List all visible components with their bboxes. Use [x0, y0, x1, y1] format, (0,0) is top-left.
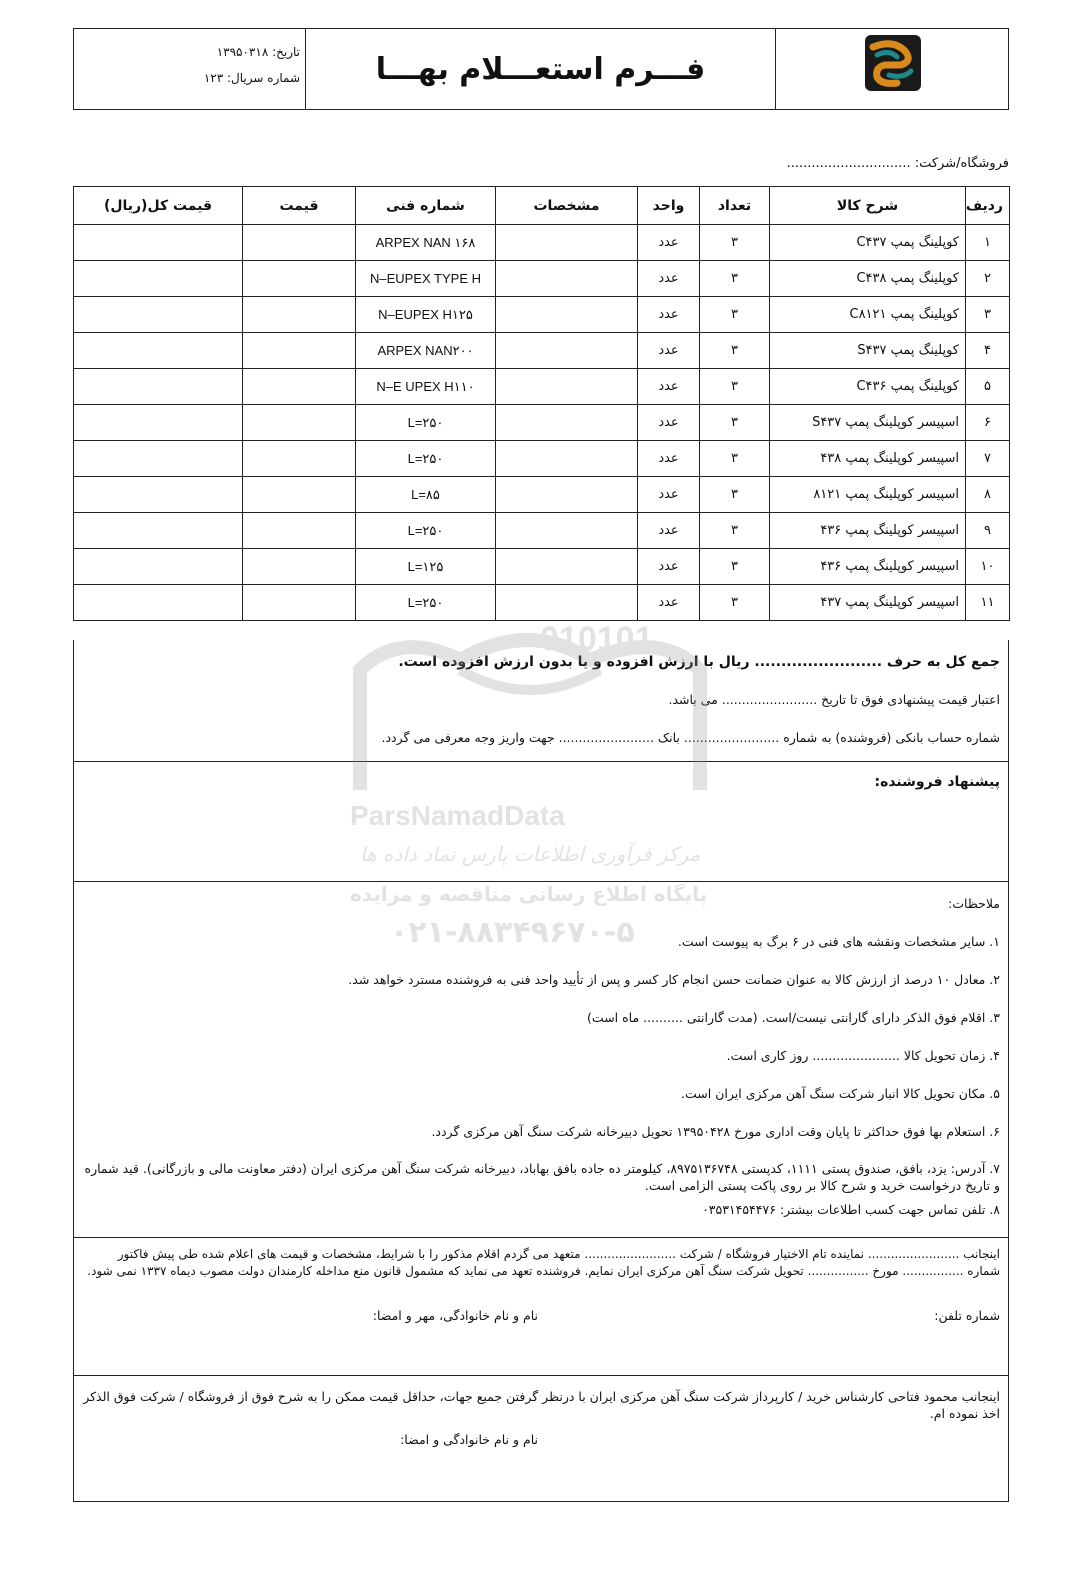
table-row — [74, 405, 1010, 441]
item-price[interactable] — [243, 261, 356, 297]
item-description: کوپلینگ پمپ C۴۳۶ — [770, 369, 966, 405]
item-unit: عدد — [638, 477, 700, 513]
item-description: اسپیسر کوپلینگ پمپ ۴۳۶ — [770, 513, 966, 549]
col-header-tech-number: شماره فنی — [356, 187, 496, 225]
item-unit: عدد — [638, 369, 700, 405]
item-price[interactable] — [243, 513, 356, 549]
item-tech-number: N–EUPEX H۱۲۵ — [356, 297, 496, 333]
item-unit: عدد — [638, 549, 700, 585]
item-spec[interactable] — [496, 261, 638, 297]
item-tech-number: ARPEX NAN۲۰۰ — [356, 333, 496, 369]
store-company-line: فروشگاه/شرکت: .............................. — [786, 156, 1009, 171]
logo-cell — [775, 29, 1008, 109]
serial-label: شماره سریال: ۱۲۳ — [203, 71, 300, 85]
item-total[interactable] — [74, 297, 243, 333]
company-logo-icon — [863, 33, 923, 93]
item-spec[interactable] — [496, 549, 638, 585]
row-number: ۱۰ — [966, 549, 1010, 585]
table-row — [74, 369, 1010, 405]
notes-title: ملاحظات: — [948, 896, 1000, 911]
row-number: ۱ — [966, 225, 1010, 261]
item-unit: عدد — [638, 261, 700, 297]
commitment-text: اینجانب ........................ نماینده تام الاختیار فروشگاه / شرکت ........................ متعهد می گردم اقلام مذکور را با شرایط، مشخصات و قیمت های اعلام شده طی پیش فاکتور شماره ................ مورخ ................ تحویل شرکت سنگ آهن مرکزی ایران نمایم. فروشنده تعهد می نماید که مشمول قانون منع مداخله کارمندان دولت مصوب دیماه ۱۳۳۷ نمی شود. — [87, 1247, 1000, 1278]
table-row — [74, 477, 1010, 513]
seller-offer-label: پیشنهاد فروشنده: — [874, 774, 1000, 790]
item-total[interactable] — [74, 549, 243, 585]
buyer-signature-label: نام و نام خانوادگی و امضا: — [400, 1432, 538, 1447]
row-number: ۷ — [966, 441, 1010, 477]
row-number: ۴ — [966, 333, 1010, 369]
item-quantity: ۳ — [700, 225, 770, 261]
item-total[interactable] — [74, 333, 243, 369]
item-spec[interactable] — [496, 333, 638, 369]
date-label: تاریخ: ۱۳۹۵۰۳۱۸ — [216, 45, 300, 59]
header-meta — [80, 39, 300, 91]
item-unit: عدد — [638, 225, 700, 261]
form-header — [73, 28, 1009, 110]
item-unit: عدد — [638, 441, 700, 477]
item-total[interactable] — [74, 405, 243, 441]
note-item: ۴. زمان تحویل کالا ...................... روز کاری است. — [726, 1048, 1000, 1063]
table-row — [74, 225, 1010, 261]
table-row — [74, 333, 1010, 369]
col-header-row-no: ردیف — [966, 187, 1010, 225]
item-description: کوپلینگ پمپ S۴۳۷ — [770, 333, 966, 369]
table-row — [74, 549, 1010, 585]
note-item: ۶. استعلام بها فوق حداکثر تا پایان وقت اداری مورخ ۱۳۹۵۰۴۲۸ تحویل دبیرخانه شرکت سنگ آهن مرکزی گردد. — [431, 1124, 1000, 1139]
item-spec[interactable] — [496, 369, 638, 405]
item-quantity: ۳ — [700, 369, 770, 405]
item-total[interactable] — [74, 441, 243, 477]
item-description: کوپلینگ پمپ C۸۱۲۱ — [770, 297, 966, 333]
item-quantity: ۳ — [700, 261, 770, 297]
price-validity: اعتبار قیمت پیشنهادی فوق تا تاریخ ........................ می باشد. — [668, 692, 1000, 707]
note-item: ۳. اقلام فوق الذکر دارای گارانتی نیست/است. (مدت گارانتی .......... ماه است) — [587, 1010, 1000, 1025]
item-description: اسپیسر کوپلینگ پمپ ۸۱۲۱ — [770, 477, 966, 513]
item-quantity: ۳ — [700, 477, 770, 513]
sum-in-words: جمع کل به حرف ........................ ریال با ارزش افزوده و یا بدون ارزش افزوده است. — [398, 654, 1000, 670]
item-tech-number: L=۱۲۵ — [356, 549, 496, 585]
col-header-description: شرح کالا — [770, 187, 966, 225]
watermark-brand: ParsNamadData — [350, 800, 565, 831]
item-unit: عدد — [638, 585, 700, 621]
item-tech-number: ARPEX NAN ۱۶۸ — [356, 225, 496, 261]
watermark-line1: مرکز فرآوری اطلاعات پارس نماد داده ها — [360, 842, 701, 866]
item-spec[interactable] — [496, 297, 638, 333]
item-spec[interactable] — [496, 405, 638, 441]
item-total[interactable] — [74, 585, 243, 621]
item-tech-number: L=۸۵ — [356, 477, 496, 513]
item-price[interactable] — [243, 441, 356, 477]
seller-signature-label: نام و نام خانوادگی، مهر و امضا: — [372, 1308, 538, 1323]
watermark — [330, 610, 730, 970]
item-tech-number: L=۲۵۰ — [356, 405, 496, 441]
table-row — [74, 297, 1010, 333]
item-unit: عدد — [638, 333, 700, 369]
row-number: ۸ — [966, 477, 1010, 513]
buyer-section — [73, 1376, 1009, 1502]
form-title: فـــرم استعـــلام بهـــا — [375, 51, 706, 87]
item-quantity: ۳ — [700, 405, 770, 441]
item-description: اسپیسر کوپلینگ پمپ ۴۳۸ — [770, 441, 966, 477]
item-price[interactable] — [243, 333, 356, 369]
item-price[interactable] — [243, 225, 356, 261]
watermark-emblem-icon — [340, 610, 720, 810]
item-total[interactable] — [74, 513, 243, 549]
item-total[interactable] — [74, 261, 243, 297]
item-quantity: ۳ — [700, 513, 770, 549]
item-spec[interactable] — [496, 441, 638, 477]
item-spec[interactable] — [496, 513, 638, 549]
item-description: اسپیسر کوپلینگ پمپ ۴۳۷ — [770, 585, 966, 621]
table-row — [74, 441, 1010, 477]
title-cell — [305, 29, 775, 109]
item-price[interactable] — [243, 549, 356, 585]
commitment-section — [73, 1238, 1009, 1376]
row-number: ۳ — [966, 297, 1010, 333]
table-row — [74, 261, 1010, 297]
watermark-line2: پایگاه اطلاع رسانی مناقصه و مزایده — [350, 882, 708, 906]
note-item: ۷. آدرس: یزد، بافق، صندوق پستی ۱۱۱۱، کدپستی ۸۹۷۵۱۳۶۷۴۸، کیلومتر ده جاده بافق بهاباد، دبیرخانه شرکت سنگ آهن مرکزی ایران (دفتر معاونت مالی و بازرگانی). قید شماره و تاریخ درخواست خرید و شرح کالا بر روی پاکت پستی الزامی است. — [84, 1161, 1000, 1193]
item-total[interactable] — [74, 477, 243, 513]
item-tech-number: L=۲۵۰ — [356, 585, 496, 621]
table-header-row — [74, 187, 1010, 225]
item-unit: عدد — [638, 405, 700, 441]
item-quantity: ۳ — [700, 297, 770, 333]
item-price[interactable] — [243, 369, 356, 405]
item-total[interactable] — [74, 369, 243, 405]
row-number: ۲ — [966, 261, 1010, 297]
col-header-specs: مشخصات — [496, 187, 638, 225]
item-quantity: ۳ — [700, 549, 770, 585]
bank-account: شماره حساب بانکی (فروشنده) به شماره ........................ بانک ........................ جهت واریز وجه معرفی می گردد. — [381, 730, 1000, 745]
row-number: ۹ — [966, 513, 1010, 549]
item-price[interactable] — [243, 297, 356, 333]
item-quantity: ۳ — [700, 585, 770, 621]
item-spec[interactable] — [496, 477, 638, 513]
buyer-statement: اینجانب محمود فتاحی کارشناس خرید / کارپرداز شرکت سنگ آهن مرکزی ایران با درنظر گرفتن جمیع جهات، حداقل قیمت ممکن را به شرح فوق از فروشگاه / شرکت فوق الذکر اخذ نموده ام. — [83, 1389, 1000, 1421]
note-item: ۵. مکان تحویل کالا انبار شرکت سنگ آهن مرکزی ایران است. — [681, 1086, 1000, 1101]
phone-label: شماره تلفن: — [934, 1308, 1000, 1323]
item-unit: عدد — [638, 297, 700, 333]
item-tech-number: N–EUPEX TYPE H — [356, 261, 496, 297]
item-unit: عدد — [638, 513, 700, 549]
item-total[interactable] — [74, 225, 243, 261]
item-description: کوپلینگ پمپ C۴۳۸ — [770, 261, 966, 297]
item-description: اسپیسر کوپلینگ پمپ S۴۳۷ — [770, 405, 966, 441]
row-number: ۱۱ — [966, 585, 1010, 621]
item-quantity: ۳ — [700, 333, 770, 369]
watermark-phone: ۰۲۱-۸۸۳۴۹۶۷۰-۵ — [390, 915, 635, 950]
item-spec[interactable] — [496, 225, 638, 261]
col-header-total-price: قیمت کل(ریال) — [74, 187, 243, 225]
item-description: کوپلینگ پمپ C۴۳۷ — [770, 225, 966, 261]
row-number: ۶ — [966, 405, 1010, 441]
item-price[interactable] — [243, 405, 356, 441]
note-item: ۲. معادل ۱۰ درصد از ارزش کالا به عنوان ضمانت حسن انجام کار کسر و پس از تأیید واحد فنی به فروشنده مسترد خواهد شد. — [348, 972, 1000, 987]
item-tech-number: N–E UPEX H۱۱۰ — [356, 369, 496, 405]
item-description: اسپیسر کوپلینگ پمپ ۴۳۶ — [770, 549, 966, 585]
items-table — [73, 186, 1010, 621]
row-number: ۵ — [966, 369, 1010, 405]
item-price[interactable] — [243, 477, 356, 513]
item-quantity: ۳ — [700, 441, 770, 477]
svg-text:010101: 010101 — [540, 620, 654, 658]
col-header-unit: واحد — [638, 187, 700, 225]
table-row — [74, 513, 1010, 549]
col-header-price: قیمت — [243, 187, 356, 225]
note-item: ۱. سایر مشخصات ونقشه های فنی در ۶ برگ به پیوست است. — [677, 934, 1000, 949]
item-tech-number: L=۲۵۰ — [356, 513, 496, 549]
note-item: ۸. تلفن تماس جهت کسب اطلاعات بیشتر: ۰۳۵۳۱۴۵۴۴۷۶ — [702, 1202, 1000, 1217]
item-tech-number: L=۲۵۰ — [356, 441, 496, 477]
col-header-quantity: تعداد — [700, 187, 770, 225]
